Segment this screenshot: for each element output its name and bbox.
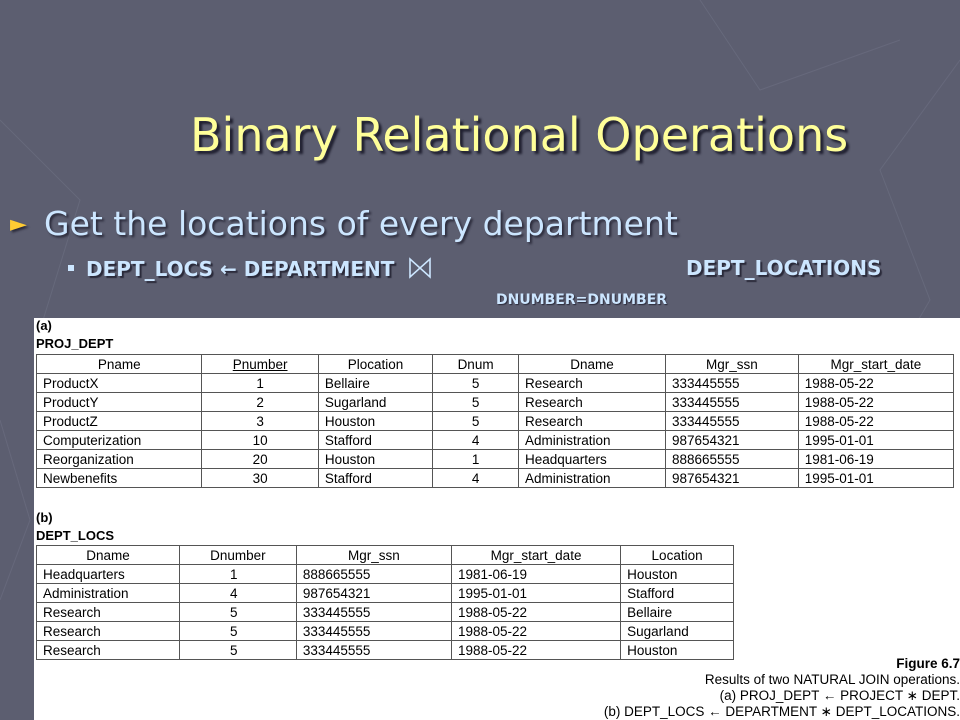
table-cell: Research (37, 603, 180, 622)
table-header-row (37, 355, 954, 374)
table-row (37, 412, 954, 431)
table-row (37, 393, 954, 412)
table-cell: Houston (318, 450, 432, 469)
dept-locs-table (36, 545, 734, 660)
table-cell: 5 (180, 641, 297, 660)
table-cell: 333445555 (296, 603, 451, 622)
table-cell: 1988-05-22 (798, 393, 953, 412)
column-header: Dnum (433, 355, 519, 374)
table-a-name: PROJ_DEPT (36, 336, 114, 351)
table-cell: 333445555 (665, 374, 798, 393)
table-cell: Computerization (37, 431, 202, 450)
table-cell: 20 (202, 450, 318, 469)
table-cell: 333445555 (665, 393, 798, 412)
table-cell: 1988-05-22 (451, 641, 620, 660)
table-header-row (37, 546, 734, 565)
table-cell: Houston (621, 641, 734, 660)
table-cell: Bellaire (621, 603, 734, 622)
table-cell: 5 (180, 622, 297, 641)
table-row (37, 565, 734, 584)
table-cell: 2 (202, 393, 318, 412)
slide-title: Binary Relational Operations (190, 108, 849, 162)
column-header: Mgr_ssn (296, 546, 451, 565)
table-cell: Houston (318, 412, 432, 431)
table-row (37, 450, 954, 469)
table-cell: 1995-01-01 (451, 584, 620, 603)
right-triangle-bullet-icon: ► (10, 212, 27, 237)
bowtie-join-icon (407, 256, 433, 280)
table-cell: Sugarland (621, 622, 734, 641)
table-cell: 10 (202, 431, 318, 450)
table-cell: Headquarters (518, 450, 665, 469)
assign-arrow: ← (220, 257, 237, 281)
table-cell: Headquarters (37, 565, 180, 584)
column-header: Mgr_start_date (798, 355, 953, 374)
table-row (37, 431, 954, 450)
table-cell: Administration (37, 584, 180, 603)
table-cell: 4 (433, 469, 519, 488)
figure-panel (34, 318, 960, 720)
table-cell: 1988-05-22 (798, 374, 953, 393)
bullet-2-relation: DEPARTMENT (243, 257, 395, 281)
table-cell: 987654321 (665, 431, 798, 450)
table-cell: 987654321 (665, 469, 798, 488)
square-bullet-icon (68, 265, 74, 271)
table-cell: Stafford (318, 469, 432, 488)
table-row (37, 622, 734, 641)
table-cell: 5 (433, 374, 519, 393)
table-cell: Stafford (621, 584, 734, 603)
column-header: Pname (37, 355, 202, 374)
table-cell: 1995-01-01 (798, 469, 953, 488)
table-cell: Sugarland (318, 393, 432, 412)
table-cell: 333445555 (296, 641, 451, 660)
bullet-1-text: Get the locations of every department (44, 204, 678, 243)
table-row (37, 584, 734, 603)
part-b-label: (b) (36, 510, 53, 525)
column-header: Dname (37, 546, 180, 565)
table-cell: ProductX (37, 374, 202, 393)
table-cell: 333445555 (665, 412, 798, 431)
column-header: Dnumber (180, 546, 297, 565)
part-a-label: (a) (36, 318, 52, 333)
table-cell: ProductZ (37, 412, 202, 431)
table-cell: 1981-06-19 (451, 565, 620, 584)
table-cell: Research (37, 641, 180, 660)
table-cell: Stafford (318, 431, 432, 450)
table-cell: 1 (433, 450, 519, 469)
table-cell: 4 (180, 584, 297, 603)
table-cell: Reorganization (37, 450, 202, 469)
table-cell: Bellaire (318, 374, 432, 393)
bullet-2-target: DEPT_LOCATIONS (686, 256, 882, 280)
table-cell: 3 (202, 412, 318, 431)
proj-dept-table (36, 354, 954, 488)
table-cell: 4 (433, 431, 519, 450)
table-cell: 1 (180, 565, 297, 584)
figure-caption (604, 656, 960, 720)
table-cell: 888665555 (665, 450, 798, 469)
table-cell: 333445555 (296, 622, 451, 641)
column-header: Location (621, 546, 734, 565)
table-cell: 888665555 (296, 565, 451, 584)
table-b-name: DEPT_LOCS (36, 528, 115, 543)
table-cell: 1981-06-19 (798, 450, 953, 469)
column-header: Pnumber (202, 355, 318, 374)
table-cell: Research (37, 622, 180, 641)
caption-line-1: Results of two NATURAL JOIN operations. (704, 672, 960, 687)
table-cell: 987654321 (296, 584, 451, 603)
bullet-1 (10, 204, 678, 243)
table-cell: 5 (433, 412, 519, 431)
column-header: Dname (518, 355, 665, 374)
table-cell: Research (518, 393, 665, 412)
table-cell: 1 (202, 374, 318, 393)
table-cell: 5 (180, 603, 297, 622)
table-cell: 1988-05-22 (798, 412, 953, 431)
figure-number: Figure 6.7 (896, 656, 960, 671)
table-row (37, 603, 734, 622)
bullet-2-result: DEPT_LOCS (86, 257, 214, 281)
table-row (37, 469, 954, 488)
table-cell: 1988-05-22 (451, 603, 620, 622)
table-cell: Administration (518, 469, 665, 488)
table-cell: Houston (621, 565, 734, 584)
column-header: Plocation (318, 355, 432, 374)
table-cell: Administration (518, 431, 665, 450)
table-row (37, 374, 954, 393)
caption-line-2: (a) PROJ_DEPT ← PROJECT ∗ DEPT. (719, 688, 960, 703)
table-cell: ProductY (37, 393, 202, 412)
table-cell: Newbenefits (37, 469, 202, 488)
table-cell: 5 (433, 393, 519, 412)
caption-line-3: (b) DEPT_LOCS ← DEPARTMENT ∗ DEPT_LOCATIONS. (603, 704, 960, 719)
column-header: Mgr_start_date (451, 546, 620, 565)
table-cell: 1988-05-22 (451, 622, 620, 641)
column-header: Mgr_ssn (665, 355, 798, 374)
table-cell: Research (518, 412, 665, 431)
table-cell: Research (518, 374, 665, 393)
table-cell: 1995-01-01 (798, 431, 953, 450)
bullet-2 (68, 256, 439, 281)
table-cell: 30 (202, 469, 318, 488)
join-condition: DNUMBER=DNUMBER (496, 292, 668, 308)
